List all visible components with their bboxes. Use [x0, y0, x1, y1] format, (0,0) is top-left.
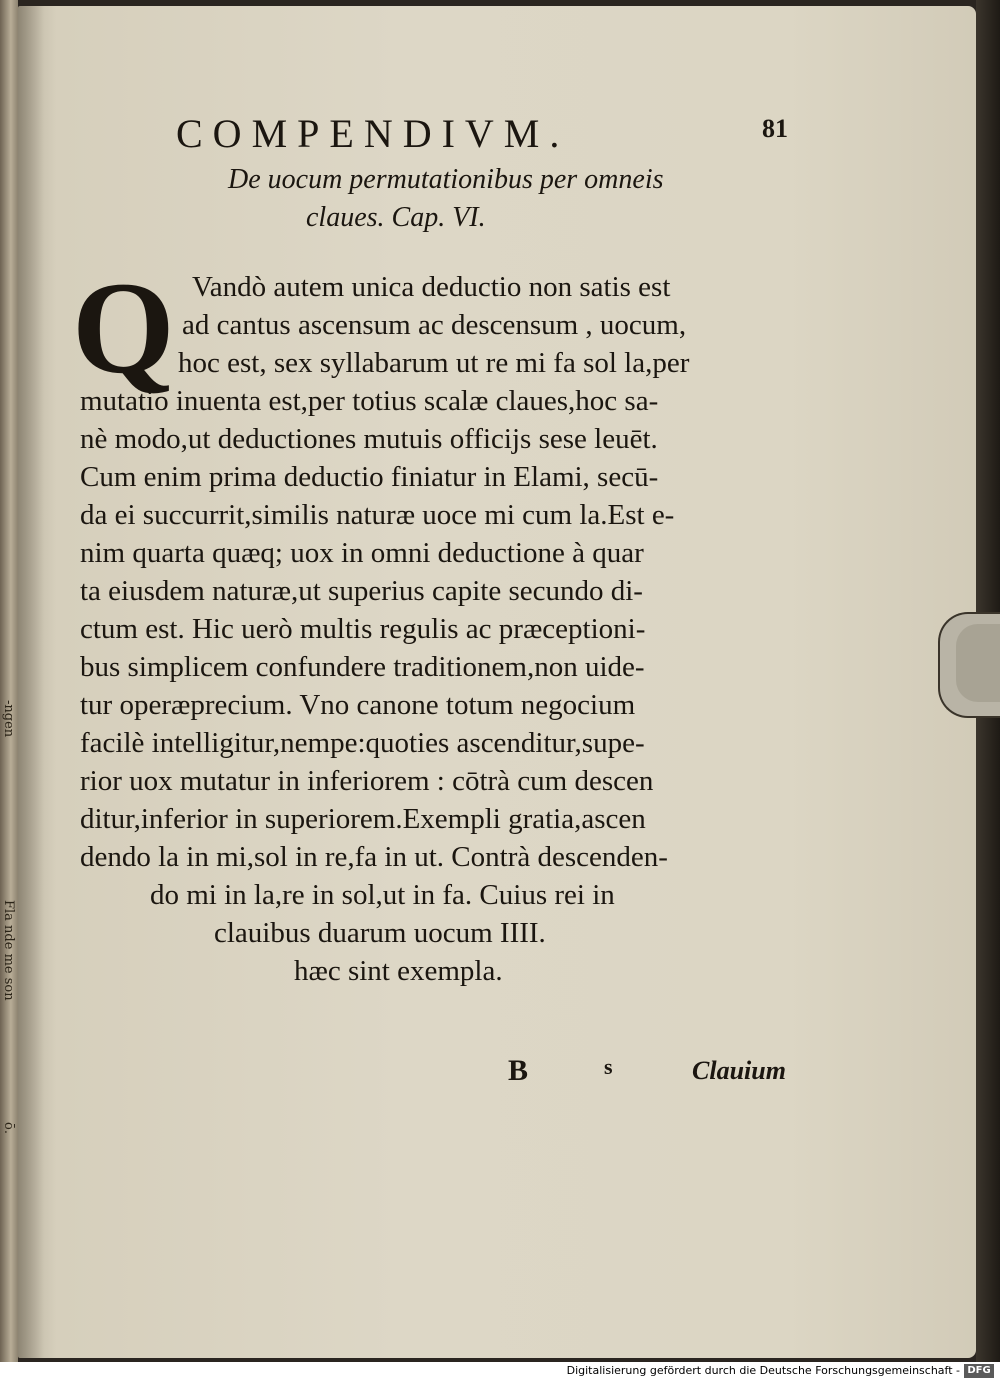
body-line: da ei succurrit,similis naturæ uoce mi cum la.Est e-: [80, 499, 675, 531]
body-line: nè modo,ut deductiones mutuis officijs sese leuēt.: [80, 423, 658, 455]
footer-credit: Digitalisierung gefördert durch die Deutsche Forschungsgemeinschaft -: [566, 1364, 960, 1377]
body-line: mutatio inuenta est,per totius scalæ claues,hoc sa-: [80, 385, 659, 417]
drop-cap: Q: [72, 254, 175, 401]
signature-mark: B: [508, 1054, 529, 1087]
running-head: COMPENDIVM.: [176, 111, 570, 156]
left-page-edge: [0, 0, 18, 1362]
body-line: nim quarta quæq; uox in omni deductione à quar: [80, 537, 644, 569]
body-line: ad cantus ascensum ac descensum , uocum,: [182, 309, 687, 341]
margin-fragment: Fla nde me son: [1, 900, 16, 1001]
dfg-logo: DFG: [964, 1364, 994, 1378]
body-line: hoc est, sex syllabarum ut re mi fa sol la,per: [178, 347, 690, 379]
gutter-shadow: [18, 6, 44, 1358]
margin-fragment: -ngen: [1, 700, 16, 738]
body-line: do mi in la,re in sol,ut in fa. Cuius rei in: [150, 879, 615, 911]
body-line: Cum enim prima deductio finiatur in Elami, secū-: [80, 461, 659, 493]
body-line: dendo la in mi,sol in re,fa in ut. Contrà descenden-: [80, 841, 668, 873]
body-line: hæc sint exempla.: [294, 955, 503, 987]
margin-fragment: ō.: [1, 1122, 16, 1134]
chapter-title-line-2: claues. Cap. VI.: [306, 202, 486, 233]
body-line: rior uox mutatur in inferiorem : cōtrà cum descen: [80, 765, 654, 797]
folio-number: 81: [762, 114, 788, 143]
book-clasp-inner: [956, 624, 1000, 702]
body-line: bus simplicem confundere traditionem,non uide-: [80, 651, 645, 683]
catchword: Clauium: [692, 1056, 786, 1085]
body-line: ctum est. Hic uerò multis regulis ac præceptioni-: [80, 613, 646, 645]
chapter-title-line-1: De uocum permutationibus per omneis: [228, 164, 664, 195]
body-line: facilè intelligitur,nempe:quoties ascenditur,supe-: [80, 727, 645, 759]
body-line: ta eiusdem naturæ,ut superius capite secundo di-: [80, 575, 643, 607]
body-line: ditur,inferior in superiorem.Exempli gratia,ascen: [80, 803, 646, 835]
body-line: tur operæprecium. Vno canone totum negocium: [80, 689, 636, 721]
signature-number: s: [604, 1054, 613, 1079]
body-line: Vandò autem unica deductio non satis est: [192, 271, 671, 303]
body-line: clauibus duarum uocum IIII.: [214, 917, 546, 949]
